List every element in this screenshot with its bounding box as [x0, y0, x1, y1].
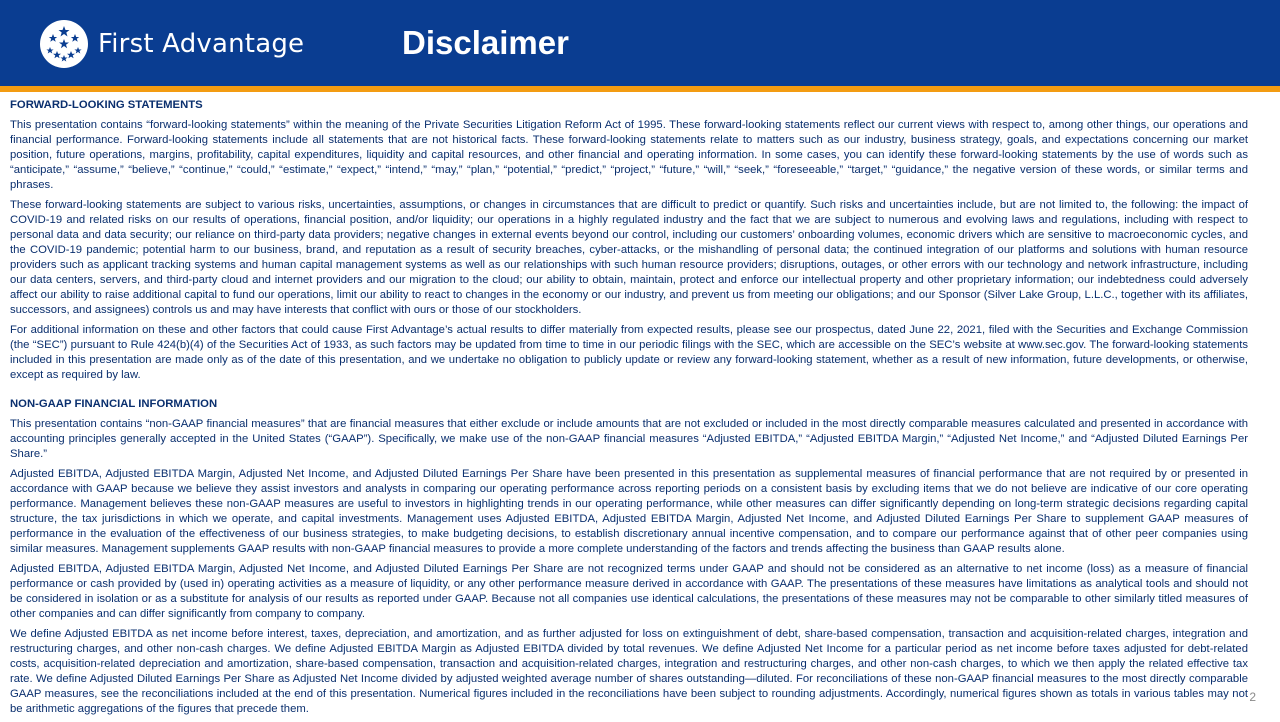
forward-looking-paragraph-3: For additional information on these and other factors that could cause First Advantage’s actual results to differ materially from expected results, please see our prospectus, dated June 22, 2021, filed with the Securities and Exchange Commission (the “SEC”) pursuant to Rule 424(b)(4) of the Securities Act of 1933, as such factors may be updated from time to time in our periodic filings with the SEC, which are accessible on the SEC’s website at www.sec.gov. The forward-looking statements included in this presentation are made only as of the date of this presentation, and we undertake no obligation to publicly update or review any forward-looking statement, whether as a result of new information, future developments, or otherwise, except as required by law.: [10, 324, 1248, 381]
globe-stars-icon: [40, 20, 88, 68]
disclaimer-content: [10, 98, 1248, 722]
non-gaap-paragraph-2: Adjusted EBITDA, Adjusted EBITDA Margin, Adjusted Net Income, and Adjusted Diluted Earnings Per Share have been presented in this presentation as supplemental measures of financial performance that are not required by or presented in accordance with GAAP because we believe they assist investors and analysts in comparing our operating performance across reporting periods on a consistent basis by excluding items that we do not believe are indicative of our core operating performance. Management believes these non-GAAP measures are useful to investors in highlighting trends in our operating performance, while other measures can differ significantly depending on long-term strategic decisions regarding capital structure, the tax jurisdictions in which we operate, and capital investments. Management uses Adjusted EBITDA, Adjusted EBITDA Margin, Adjusted Net Income, and Adjusted Diluted Earnings Per Share to supplement GAAP measures of performance in the evaluation of the effectiveness of our business strategies, to make budgeting decisions, to establish discretionary annual incentive compensation, and to compare our performance against that of other peer companies using similar measures. Management supplements GAAP results with non-GAAP financial measures to provide a more complete understanding of the factors and trends affecting the business than GAAP results alone.: [10, 468, 1248, 555]
non-gaap-heading: NON-GAAP FINANCIAL INFORMATION: [10, 398, 218, 410]
header-bar: [0, 0, 1280, 86]
forward-looking-paragraph-1: This presentation contains “forward-looking statements” within the meaning of the Private Securities Litigation Reform Act of 1995. These forward-looking statements reflect our current views with respect to, among other things, our operations and financial performance. Forward-looking statements include all statements that are not historical facts. These forward-looking statements relate to matters such as our industry, business strategy, goals, and expectations concerning our market position, future operations, margins, profitability, capital expenditures, liquidity and capital resources, and other financial and operating information. In some cases, you can identify these forward-looking statements by the use of words such as “anticipate,” “assume,” “believe,” “continue,” “could,” “estimate,” “expect,” “intend,” “may,” “plan,” “potential,” “predict,” “project,” “future,” “will,” “seek,” “foreseeable,” “target,” “guidance,” the negative version of these words, or similar terms and phrases.: [10, 119, 1248, 191]
page-number: 2: [1249, 690, 1256, 704]
non-gaap-paragraph-1: This presentation contains “non-GAAP financial measures” that are financial measures that either exclude or include amounts that are not excluded or included in the most directly comparable measures calculated and presented in accordance with accounting principles generally accepted in the United States (“GAAP”). Specifically, we make use of the non-GAAP financial measures “Adjusted EBITDA,” “Adjusted EBITDA Margin,” “Adjusted Net Income,” and “Adjusted Diluted Earnings Per Share.”: [10, 418, 1248, 460]
page-title: Disclaimer: [402, 24, 569, 61]
company-logo: [40, 20, 304, 68]
non-gaap-paragraph-4: We define Adjusted EBITDA as net income before interest, taxes, depreciation, and amortization, and as further adjusted for loss on extinguishment of debt, share-based compensation, transaction and acquisition-related charges, integration and restructuring charges, and other non-cash charges. We define Adjusted EBITDA Margin as Adjusted EBITDA divided by total revenues. We define Adjusted Net Income for a particular period as net income before taxes adjusted for debt-related costs, acquisition-related depreciation and amortization, share-based compensation, transaction and acquisition-related charges, integration and restructuring charges, and other non-cash charges, to which we then apply the related effective tax rate. We define Adjusted Diluted Earnings Per Share as Adjusted Net Income divided by adjusted weighted average number of shares outstanding—diluted. For reconciliations of these non-GAAP financial measures to the most directly comparable GAAP measures, see the reconciliations included at the end of this presentation. Numerical figures included in the reconciliations have been subject to rounding adjustments. Accordingly, numerical figures shown as totals in various tables may not be arithmetic aggregations of the figures that precede them.: [10, 628, 1248, 715]
forward-looking-heading: FORWARD-LOOKING STATEMENTS: [10, 99, 203, 111]
brand-name: First Advantage: [98, 29, 305, 59]
section-spacer: [10, 388, 1248, 397]
non-gaap-paragraph-3: Adjusted EBITDA, Adjusted EBITDA Margin, Adjusted Net Income, and Adjusted Diluted Earnings Per Share are not recognized terms under GAAP and should not be considered as an alternative to net income (loss) as a measure of financial performance or cash provided by (used in) operating activities as a measure of liquidity, or any other performance measure derived in accordance with GAAP. The presentations of these measures have limitations as analytical tools and should not be considered in isolation or as a substitute for analysis of our results as reported under GAAP. Because not all companies use identical calculations, the presentations of these measures may not be comparable to other similarly titled measures of other companies and can differ significantly from company to company.: [10, 563, 1248, 620]
forward-looking-paragraph-2: These forward-looking statements are subject to various risks, uncertainties, assumptions, or changes in circumstances that are difficult to predict or quantify. Such risks and uncertainties include, but are not limited to, the following: the impact of COVID-19 and related risks on our results of operations, financial position, and/or liquidity; our operations in a highly regulated industry and the fact that we are subject to numerous and evolving laws and regulations, including with respect to personal data and data security; our reliance on third-party data providers; negative changes in external events beyond our control, including our customers’ onboarding volumes, economic drivers which are sensitive to macroeconomic cycles, and the COVID-19 pandemic; potential harm to our business, brand, and reputation as a result of security breaches, cyber-attacks, or the mishandling of personal data; the continued integration of our platforms and solutions with human resource providers such as applicant tracking systems and human capital management systems as well as our relationships with such human resource providers; disruptions, outages, or other errors with our technology and network infrastructure, including our data centers, servers, and third-party cloud and internet providers and our migration to the cloud; our ability to obtain, maintain, protect and enforce our intellectual property and other proprietary information; our indebtedness could adversely affect our ability to raise additional capital to fund our operations, limit our ability to react to changes in the economy or our industry, and prevent us from meeting our obligations; and our Sponsor (Silver Lake Group, L.L.C., together with its affiliates, successors, and assignees) controls us and may have interests that conflict with ours or those of our stockholders.: [10, 199, 1248, 316]
header-accent-stripe: [0, 86, 1280, 92]
